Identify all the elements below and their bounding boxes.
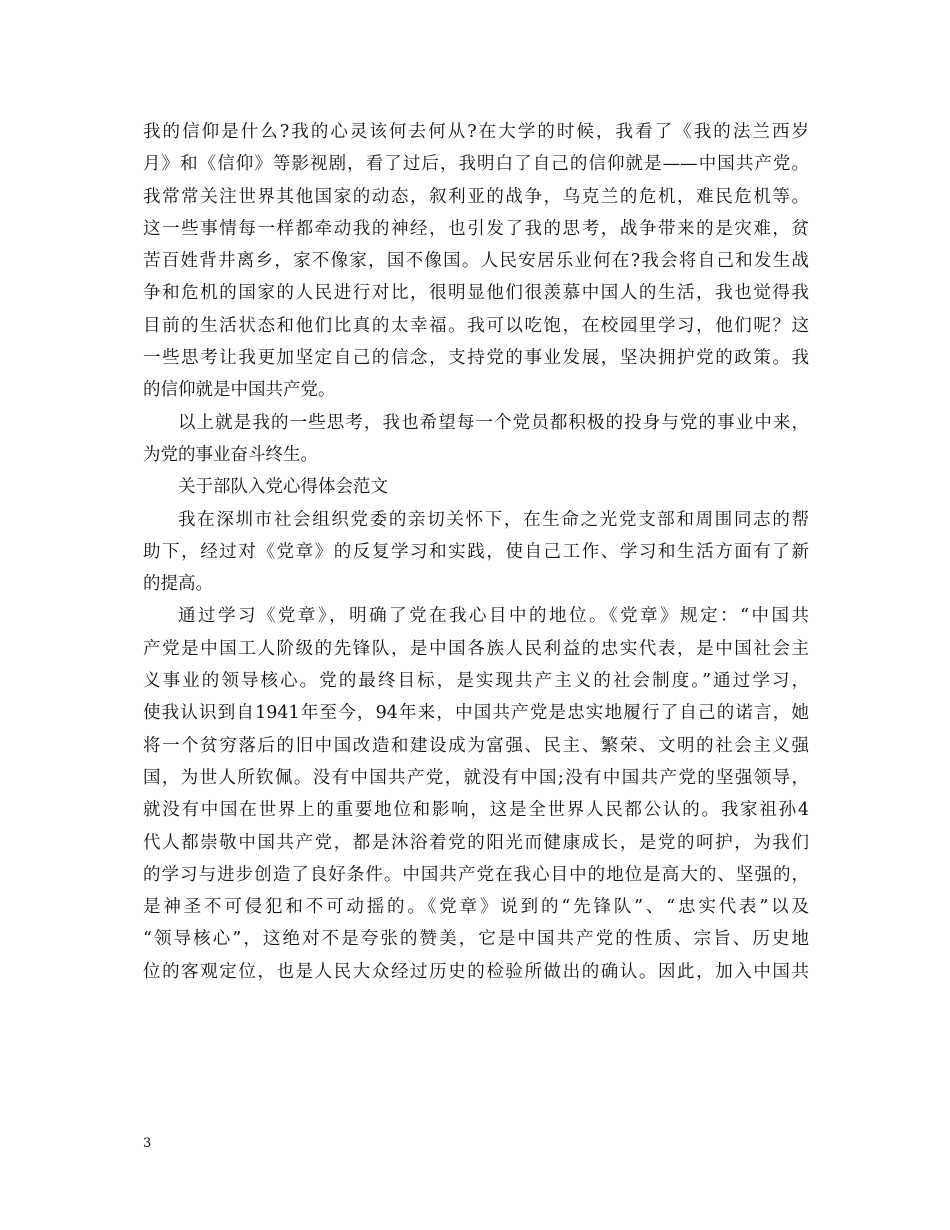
text-line: 这一些事情每一样都牵动我的神经，也引发了我的思考，战争带来的是灾难，贫 [143, 218, 809, 239]
text-line: 使我认识到自1941年至今，94年来，中国共产党是忠实地履行了自己的诺言，她 [143, 703, 809, 724]
text-line: 将一个贫穷落后的旧中国改造和建设成为富强、民主、繁荣、文明的社会主义强 [143, 735, 809, 756]
text-line: 以上就是我的一些思考，我也希望每一个党员都积极的投身与党的事业中来， [178, 412, 809, 433]
text-line: 产党是中国工人阶级的先锋队，是中国各族人民利益的忠实代表，是中国社会主 [143, 638, 809, 659]
text-line: 义事业的领导核心。党的最终目标，是实现共产主义的社会制度。”通过学习， [143, 671, 809, 692]
text-line: 苦百姓背井离乡，家不像家，国不像国。人民安居乐业何在?我会将自己和发生战 [143, 251, 809, 272]
text-line: 助下，经过对《党章》的反复学习和实践，使自己工作、学习和生活方面有了新 [143, 541, 809, 562]
text-line: 我的信仰是什么?我的心灵该何去何从?在大学的时候，我看了《我的法兰西岁 [143, 122, 809, 142]
text-line: 我常常关注世界其他国家的动态，叙利亚的战争，乌克兰的危机，难民危机等。 [143, 186, 809, 207]
text-line: 为党的事业奋斗终生。 [143, 444, 318, 465]
document-body [143, 116, 809, 988]
text-line: 通过学习《党章》，明确了党在我心目中的地位。《党章》规定：“中国共 [178, 606, 809, 627]
text-line: 的提高。 [143, 574, 213, 595]
text-line: 的信仰就是中国共产党。 [143, 380, 336, 401]
section-heading: 关于部队入党心得体会范文 [178, 477, 388, 498]
text-line: “领导核心”，这绝对不是夸张的赞美，它是中国共产党的性质、宗旨、历史地 [143, 929, 809, 950]
text-line: 国，为世人所钦佩。没有中国共产党，就没有中国;没有中国共产党的坚强领导， [143, 767, 809, 788]
text-line: 的学习与进步创造了良好条件。中国共产党在我心目中的地位是高大的、坚强的， [143, 864, 809, 885]
text-line: 是神圣不可侵犯和不可动摇的。《党章》说到的“先锋队”、“忠实代表”以及 [143, 897, 809, 918]
text-line: 位的客观定位，也是人民大众经过历史的检验所做出的确认。因此，加入中国共 [143, 961, 809, 982]
page-number: 3 [143, 1136, 152, 1151]
text-line: 就没有中国在世界上的重要地位和影响，这是全世界人民都公认的。我家祖孙4 [143, 800, 809, 821]
text-line: 代人都崇敬中国共产党，都是沐浴着党的阳光而健康成长，是党的呵护，为我们 [143, 832, 809, 853]
text-line: 我在深圳市社会组织党委的亲切关怀下，在生命之光党支部和周围同志的帮 [178, 509, 809, 530]
text-line: 争和危机的国家的人民进行对比，很明显他们很羡慕中国人的生活，我也觉得我 [143, 283, 809, 304]
text-line: 月》和《信仰》等影视剧，看了过后，我明白了自己的信仰就是——中国共产党。 [143, 154, 809, 175]
text-line: 一些思考让我更加坚定自己的信念，支持党的事业发展，坚决拥护党的政策。我 [143, 348, 809, 369]
text-line: 目前的生活状态和他们比真的太幸福。我可以吃饱，在校园里学习，他们呢？这 [143, 315, 809, 336]
